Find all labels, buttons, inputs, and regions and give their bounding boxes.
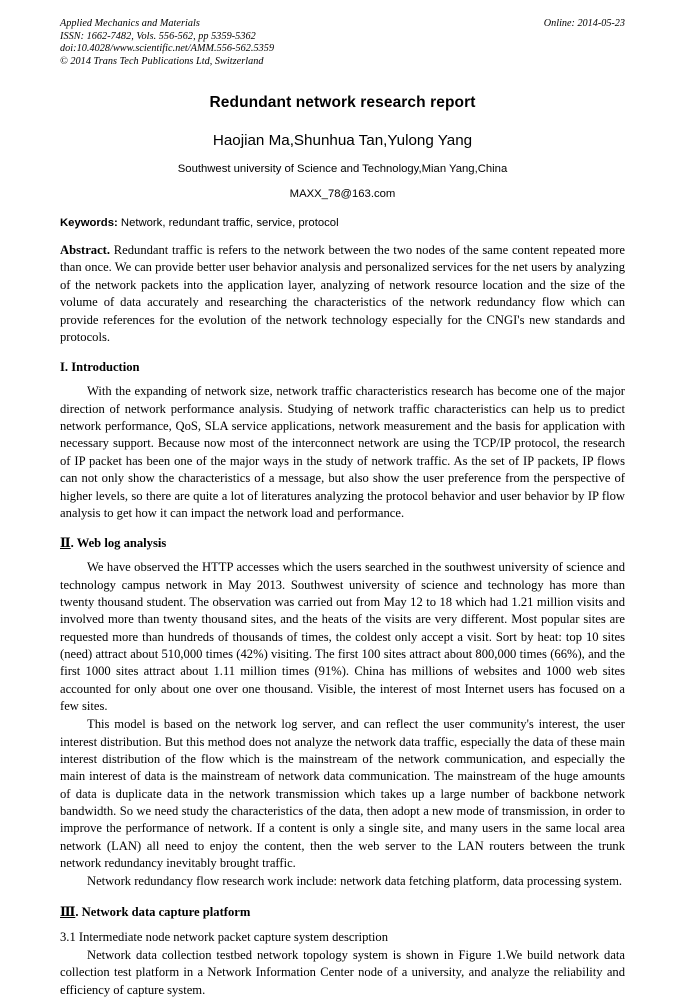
section-heading-text: . Introduction: [64, 360, 140, 375]
author-list: Haojian Ma,Shunhua Tan,Yulong Yang: [212, 132, 473, 149]
body-paragraph: Network data collection testbed network topology system is shown in Figure 1.We build network data collection test platform in a Network Information Center node of a university, and analyze the reliability and efficiency of capture system.: [60, 948, 625, 997]
abstract-label: Abstract.: [60, 243, 111, 257]
affiliation: Southwest university of Science and Technology,Mian Yang,China: [177, 163, 508, 175]
sections-container: [60, 359, 625, 999]
section-heading: [60, 904, 625, 921]
contact-email: MAXX_78@163.com: [289, 188, 396, 200]
section-numeral: Ⅲ: [60, 904, 76, 919]
keywords-label: Keywords:: [60, 217, 118, 229]
abstract-text: Redundant traffic is refers to the network between the two nodes of the same content repeated more than once. We can provide better user behavior analysis and personalized services for the net users by analyzing of the network packets into the application layer, analyzing of network resource location and the size of the volume of data accurately and researching the characteristics of the network redundancy flow which can provide references for the evolution of the network technology especially for the CNGI's new standards and protocols.: [60, 243, 625, 345]
keywords-line: [60, 216, 625, 231]
journal-header: [60, 18, 625, 80]
journal-doi: doi:10.4028/www.scientific.net/AMM.556-562.5359: [60, 43, 275, 55]
section-numeral: I: [60, 360, 65, 375]
body-paragraph: With the expanding of network size, network traffic characteristics research has become one of the major direction of network performance analysis. Studying of network traffic characteristics can help us to predict network performance, QoS, SLA service applications, network measurement and the basis for application with necessary support. Because now most of the interconnect network are using the TCP/IP protocol, the research of IP packet has been one of the major ways in the study of network traffic. As the set of IP packets, IP flows can not only show the characteristics of a message, but also show the user preference from the perspective of higher levels, so there are quite a lot of literatures analyzing the protocol behavior and user behavior by IP flow analysis to get how it can impact the network load and performance.: [60, 384, 625, 520]
section-heading-text: . Web log analysis: [70, 536, 167, 551]
section-numeral: Ⅱ: [60, 536, 71, 551]
journal-issn: ISSN: 1662-7482, Vols. 556-562, pp 5359-5362: [60, 30, 256, 42]
journal-header-left: [60, 18, 625, 68]
section-heading-text: . Network data capture platform: [75, 904, 251, 919]
page-title: Redundant network research report: [209, 94, 476, 111]
section-heading: [60, 359, 625, 376]
journal-copyright: © 2014 Trans Tech Publications Ltd, Switzerland: [60, 55, 264, 67]
section-subheading: 3.1 Intermediate node network packet capture system description: [60, 929, 389, 944]
keywords-value: Network, redundant traffic, service, protocol: [117, 217, 339, 229]
journal-name: Applied Mechanics and Materials: [60, 18, 200, 29]
section-spacer: [60, 376, 625, 382]
section-spacer: [60, 552, 625, 558]
body-paragraph: This model is based on the network log server, and can reflect the user community's interest, the user interest distribution. But this method does not analyze the network data traffic, especially the data of these main interest distribution of the flow which is the mainstream of the network communication, and especially the main interest of data is the mainstream of network data communication. The mainstream of the huge amounts of data is duplicate data in the network transmission which takes up a large number of backbone network bandwidth. So we need study the characteristics of the data, then adopt a new mode of transmission, in order to improve the performance of network. If a content is only a single site, and many users in the same local area network (LAN) all need to enjoy the content, then the web server to the LAN routers between the trunk network redundancy inevitably brought traffic.: [60, 717, 625, 871]
body-paragraph: We have observed the HTTP accesses which the users searched in the southwest university of science and technology campus network in May 2013. Southwest university of science and technology has more than twenty thousand student. The observation was carried out from May 12 to 18 which had 1.21 million visits and involved more than twenty thousand sites, and the heats of the visits are very different. Most popular sites are requested more than hundreds of thousands of times, the coldest only accept a visit. Sort by heat: top 10 sites (need) attract about 510,000 times (42%) visiting. The first 100 sites attract about 800,000 times (66%), and the first 1000 sites attract about 1.11 million times (91%). China has millions of websites and 1000 web sites accounted for only about one over one thousand. Visible, the interest of most Internet users has focused on a few sites.: [60, 560, 625, 713]
body-paragraph: Network redundancy flow research work include: network data fetching platform, data processing system.: [87, 874, 623, 889]
journal-online-date: Online: 2014-05-23: [543, 18, 625, 29]
section-heading: [60, 535, 625, 552]
abstract-block: [60, 242, 625, 346]
